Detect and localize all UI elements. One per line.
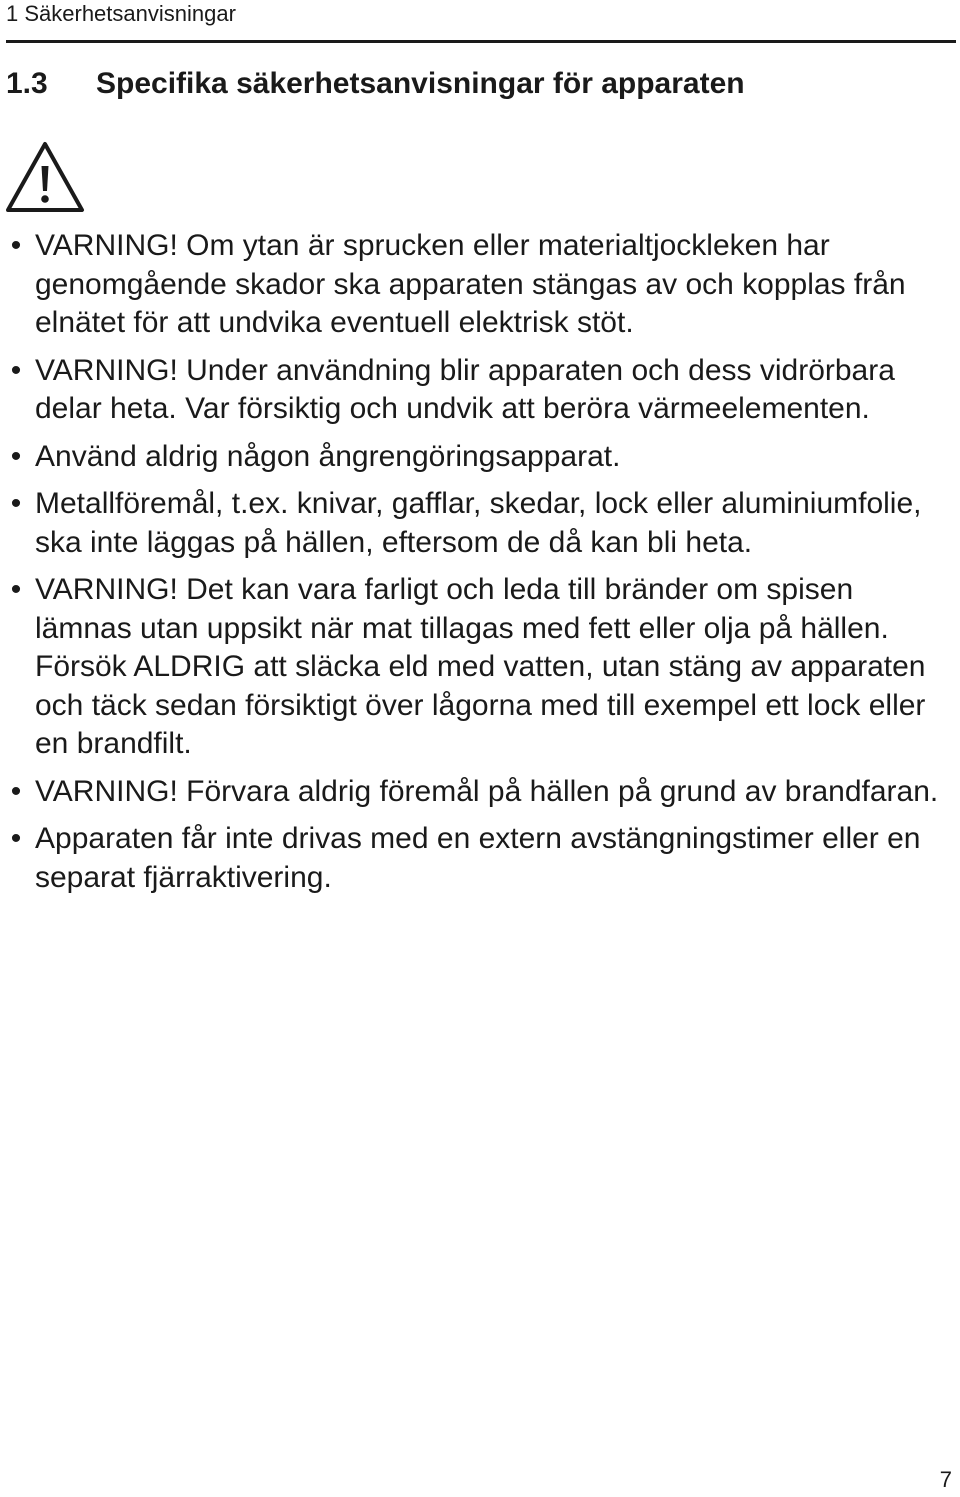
bullet-text: VARNING! Det kan vara farligt och leda till bränder om spisen lämnas utan uppsikt när mat tillagas med fett eller olja på hällen. Försök ALDRIG att släcka eld med vatten, utan stäng av apparaten och täck sedan försiktigt över lågorna med till exempel ett lock eller en brandfilt. — [35, 573, 926, 760]
bullet-text: VARNING! Under användning blir apparaten och dess vidrörbara delar heta. Var försiktig och undvik att beröra värmeelementen. — [35, 353, 895, 425]
list-item — [0, 438, 960, 477]
bullet-icon: • — [10, 822, 22, 855]
page-number: 7 — [939, 1467, 952, 1492]
list-item — [0, 485, 960, 562]
bullet-text: Metallföremål, t.ex. knivar, gafflar, skedar, lock eller aluminiumfolie, ska inte läggas på hällen, eftersom de då kan bli heta. — [35, 487, 922, 559]
bullet-icon: • — [10, 439, 22, 473]
bullet-icon: • — [10, 487, 22, 520]
bullet-text: VARNING! Om ytan är sprucken eller materialtjockleken har genomgående skador ska apparaten stängas av och kopplas från elnätet för att undvika eventuell elektrisk stöt. — [35, 229, 906, 339]
warning-triangle-icon — [4, 140, 86, 216]
safety-bullet-list — [0, 227, 960, 906]
bullet-icon: • — [10, 573, 22, 606]
section-title: Specifika säkerhetsanvisningar för apparaten — [96, 67, 745, 100]
header-rule — [6, 40, 956, 43]
list-item — [0, 571, 960, 764]
bullet-text: VARNING! Förvara aldrig föremål på hällen på grund av brandfaran. — [35, 774, 939, 808]
bullet-icon: • — [10, 229, 22, 262]
list-item — [0, 352, 960, 429]
list-item — [0, 773, 960, 812]
section-heading — [6, 64, 745, 104]
list-item — [0, 820, 960, 897]
list-item — [0, 227, 960, 343]
section-number: 1.3 — [6, 67, 48, 100]
bullet-icon: • — [10, 774, 22, 808]
bullet-text: Använd aldrig någon ångrengöringsapparat. — [35, 439, 621, 473]
running-header: 1 Säkerhetsanvisningar — [6, 1, 236, 26]
bullet-text: Apparaten får inte drivas med en extern avstängningstimer eller en separat fjärraktivering. — [35, 822, 921, 894]
bullet-icon: • — [10, 353, 22, 387]
